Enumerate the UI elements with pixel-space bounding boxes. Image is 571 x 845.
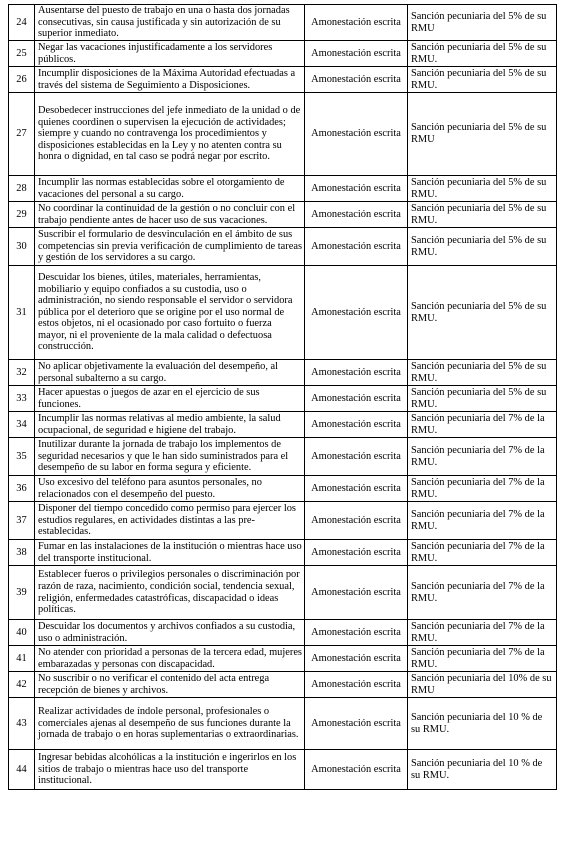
table-row [9,386,557,412]
mild-penalty-cell [305,386,408,412]
table-row [9,620,557,646]
fault-description: Desobedecer instrucciones del jefe inmediato de la unidad o de quienes coordinen o supervisen la ejecución de actividades; siempre y cuando no contravenga los procedimientos y disposiciones establecidas en la Ley y no atenten contra su honra o dignidad, en tal caso se podrá negar por escrito. [38,105,301,163]
monetary-sanction-cell [408,750,557,790]
mild-penalty-cell [305,176,408,202]
mild-penalty-cell [305,266,408,360]
table-row [9,566,557,620]
fault-description: Incumplir las normas relativas al medio ambiente, la salud ocupacional, de seguridad e higiene del trabajo. [38,412,281,436]
fault-description: Establecer fueros o privilegios personales o discriminación por razón de raza, nacimiento, condición social, tendencia sexual, religión, enfermedades catastróficas, discapacidad o ideas políticas. [38,569,300,616]
table-row [9,438,557,476]
row-number-cell [9,41,35,67]
mild-penalty: Amonestación escrita [311,546,401,558]
mild-penalty-cell [305,67,408,93]
mild-penalty-cell [305,566,408,620]
monetary-sanction-cell [408,502,557,540]
mild-penalty-cell [305,672,408,698]
table-row [9,672,557,698]
row-number-cell [9,646,35,672]
monetary-sanction-cell [408,202,557,228]
monetary-sanction: Sanción pecuniaria del 5% de su RMU. [411,202,547,226]
monetary-sanction: Sanción pecuniaria del 5% de su RMU. [411,234,547,258]
mild-penalty-cell [305,476,408,502]
faults-table-body [9,5,557,790]
mild-penalty: Amonestación escrita [311,514,401,526]
monetary-sanction: Sanción pecuniaria del 7% de la RMU. [411,620,545,644]
monetary-sanction: Sanción pecuniaria del 5% de su RMU. [411,360,547,384]
monetary-sanction-cell [408,476,557,502]
fault-description-cell [35,386,305,412]
table-row [9,502,557,540]
mild-penalty-cell [305,412,408,438]
monetary-sanction: Sanción pecuniaria del 5% de su RMU. [411,176,547,200]
fault-description: Negar las vacaciones injustificadamente a los servidores públicos. [38,41,273,65]
monetary-sanction-cell [408,672,557,698]
fault-description-cell [35,672,305,698]
row-number-cell [9,566,35,620]
fault-description-cell [35,360,305,386]
mild-penalty-cell [305,41,408,67]
row-number: 26 [16,73,27,85]
monetary-sanction: Sanción pecuniaria del 5% de su RMU. [411,41,547,65]
fault-description-cell [35,228,305,266]
fault-description-cell [35,176,305,202]
row-number-cell [9,176,35,202]
row-number: 38 [16,546,27,558]
fault-description-cell [35,476,305,502]
fault-description-cell [35,540,305,566]
row-number-cell [9,386,35,412]
row-number: 35 [16,450,27,462]
row-number: 41 [16,652,27,664]
mild-penalty: Amonestación escrita [311,47,401,59]
table-row [9,228,557,266]
faults-table [8,4,557,790]
monetary-sanction: Sanción pecuniaria del 5% de su RMU. [411,67,547,91]
fault-description-cell [35,67,305,93]
fault-description: Descuidar los documentos y archivos confiados a su custodia, uso o administración. [38,620,296,644]
mild-penalty: Amonestación escrita [311,366,401,378]
mild-penalty-cell [305,202,408,228]
monetary-sanction: Sanción pecuniaria del 10% de su RMU [411,672,552,696]
monetary-sanction-cell [408,698,557,750]
row-number: 24 [16,16,27,28]
fault-description: Ausentarse del puesto de trabajo en una o hasta dos jornadas consecutivas, sin causa justificada y sin autorización de su superior inmediato. [38,5,290,40]
monetary-sanction-cell [408,67,557,93]
fault-description: Descuidar los bienes, útiles, materiales, herramientas, mobiliario y equipo confiados a su custodia, uso o administración, no siendo responsable el servidor o servidora pública por el deterioro que se origine por el uso normal de estos objetos, ni el ocasionado por caso fortuito o fuerza mayor, ni el proveniente de la mala calidad o defectuosa construcción. [38,271,293,353]
mild-penalty: Amonestación escrita [311,128,401,140]
mild-penalty-cell [305,438,408,476]
monetary-sanction-cell [408,412,557,438]
row-number-cell [9,540,35,566]
fault-description-cell [35,41,305,67]
monetary-sanction-cell [408,228,557,266]
table-row [9,41,557,67]
row-number-cell [9,698,35,750]
fault-description: Hacer apuestas o juegos de azar en el ejercicio de sus funciones. [38,386,260,410]
mild-penalty-cell [305,228,408,266]
mild-penalty-cell [305,360,408,386]
mild-penalty-cell [305,93,408,176]
fault-description: No coordinar la continuidad de la gestión o no concluir con el trabajo pendiente antes de hacer uso de sus vacaciones. [38,202,296,226]
fault-description-cell [35,5,305,41]
mild-penalty: Amonestación escrita [311,306,401,318]
row-number-cell [9,476,35,502]
fault-description-cell [35,620,305,646]
mild-penalty: Amonestación escrita [311,16,401,28]
monetary-sanction: Sanción pecuniaria del 7% de la RMU. [411,508,545,532]
fault-description: Incumplir disposiciones de la Máxima Autoridad efectuadas a través del sistema de Seguimiento a Disposiciones. [38,67,296,91]
row-number: 30 [16,240,27,252]
fault-description: No suscribir o no verificar el contenido del acta entrega recepción de bienes y archivos. [38,672,270,696]
fault-description-cell [35,566,305,620]
monetary-sanction: Sanción pecuniaria del 5% de su RMU. [411,300,547,324]
row-number: 40 [16,626,27,638]
monetary-sanction-cell [408,646,557,672]
row-number-cell [9,620,35,646]
mild-penalty-cell [305,502,408,540]
monetary-sanction: Sanción pecuniaria del 5% de su RMU. [411,386,547,410]
fault-description: No aplicar objetivamente la evaluación del desempeño, al personal subalterno a su cargo. [38,360,279,384]
fault-description-cell [35,502,305,540]
monetary-sanction: Sanción pecuniaria del 7% de la RMU. [411,476,545,500]
monetary-sanction: Sanción pecuniaria del 7% de la RMU. [411,540,545,564]
mild-penalty: Amonestación escrita [311,678,401,690]
fault-description: Uso excesivo del teléfono para asuntos personales, no relacionados con el desempeño del puesto. [38,476,262,500]
fault-description: Realizar actividades de índole personal, profesionales o comerciales ajenas al desempeño de sus funciones durante la jornada de trabajo o en horas suplementarias o extraordinarias. [38,706,299,741]
mild-penalty: Amonestación escrita [311,717,401,729]
row-number: 36 [16,482,27,494]
fault-description-cell [35,266,305,360]
mild-penalty: Amonestación escrita [311,240,401,252]
mild-penalty: Amonestación escrita [311,482,401,494]
row-number-cell [9,202,35,228]
fault-description-cell [35,412,305,438]
monetary-sanction: Sanción pecuniaria del 7% de la RMU. [411,646,545,670]
row-number: 34 [16,418,27,430]
mild-penalty: Amonestación escrita [311,73,401,85]
monetary-sanction-cell [408,93,557,176]
monetary-sanction: Sanción pecuniaria del 5% de su RMU [411,122,547,145]
fault-description: Fumar en las instalaciones de la institución o mientras hace uso del transporte institucional. [38,540,302,564]
monetary-sanction-cell [408,360,557,386]
fault-description: Ingresar bebidas alcohólicas a la institución e ingerirlos en los sitios de trabajo o mientras hace uso del transporte institucional. [38,752,297,787]
row-number: 29 [16,208,27,220]
table-row [9,67,557,93]
row-number: 42 [16,678,27,690]
fault-description-cell [35,438,305,476]
mild-penalty-cell [305,750,408,790]
monetary-sanction: Sanción pecuniaria del 7% de la RMU. [411,412,545,436]
mild-penalty-cell [305,5,408,41]
row-number: 33 [16,392,27,404]
row-number-cell [9,750,35,790]
row-number-cell [9,228,35,266]
table-row [9,93,557,176]
fault-description-cell [35,202,305,228]
row-number: 27 [16,128,27,140]
monetary-sanction-cell [408,176,557,202]
monetary-sanction: Sanción pecuniaria del 10 % de su RMU. [411,711,543,735]
row-number: 37 [16,514,27,526]
monetary-sanction-cell [408,438,557,476]
row-number: 25 [16,47,27,59]
mild-penalty: Amonestación escrita [311,450,401,462]
fault-description-cell [35,646,305,672]
monetary-sanction-cell [408,620,557,646]
monetary-sanction: Sanción pecuniaria del 5% de su RMU [411,10,547,34]
row-number-cell [9,266,35,360]
table-row [9,202,557,228]
mild-penalty: Amonestación escrita [311,182,401,194]
fault-description-cell [35,750,305,790]
row-number-cell [9,502,35,540]
mild-penalty: Amonestación escrita [311,208,401,220]
mild-penalty: Amonestación escrita [311,418,401,430]
fault-description: Suscribir el formulario de desvinculación en el ámbito de sus competencias sin previa verificación de cumplimiento de tareas y gestión de los servidores a su cargo. [38,229,302,264]
row-number: 32 [16,366,27,378]
row-number: 28 [16,182,27,194]
mild-penalty-cell [305,540,408,566]
monetary-sanction-cell [408,41,557,67]
monetary-sanction-cell [408,386,557,412]
row-number-cell [9,93,35,176]
table-row [9,5,557,41]
row-number-cell [9,412,35,438]
monetary-sanction-cell [408,266,557,360]
monetary-sanction-cell [408,5,557,41]
fault-description-cell [35,93,305,176]
mild-penalty: Amonestación escrita [311,392,401,404]
row-number-cell [9,5,35,41]
row-number: 31 [16,306,27,318]
row-number: 39 [16,586,27,598]
mild-penalty: Amonestación escrita [311,763,401,775]
fault-description: Incumplir las normas establecidas sobre el otorgamiento de vacaciones del personal a su cargo. [38,176,285,200]
mild-penalty: Amonestación escrita [311,586,401,598]
monetary-sanction: Sanción pecuniaria del 7% de la RMU. [411,580,545,604]
mild-penalty-cell [305,620,408,646]
row-number-cell [9,438,35,476]
table-row [9,176,557,202]
mild-penalty-cell [305,698,408,750]
monetary-sanction: Sanción pecuniaria del 7% de la RMU. [411,444,545,468]
row-number-cell [9,360,35,386]
row-number-cell [9,672,35,698]
fault-description-cell [35,698,305,750]
fault-description: Disponer del tiempo concedido como permiso para ejercer los estudios regulares, en actividades distintas a las pre-establecidas. [38,503,296,538]
monetary-sanction-cell [408,540,557,566]
mild-penalty: Amonestación escrita [311,626,401,638]
table-row [9,698,557,750]
mild-penalty-cell [305,646,408,672]
table-row [9,750,557,790]
monetary-sanction: Sanción pecuniaria del 10 % de su RMU. [411,757,543,781]
table-row [9,266,557,360]
table-row [9,646,557,672]
row-number: 43 [16,717,27,729]
mild-penalty: Amonestación escrita [311,652,401,664]
table-row [9,412,557,438]
fault-description: Inutilizar durante la jornada de trabajo los implementos de seguridad necesarios y que le han sido suministrados para el desempeño de su labor en forma segura y eficiente. [38,439,289,474]
row-number: 44 [16,763,27,775]
table-row [9,540,557,566]
row-number-cell [9,67,35,93]
table-row [9,476,557,502]
fault-description: No atender con prioridad a personas de la tercera edad, mujeres embarazadas y personas con discapacidad. [38,646,302,670]
table-row [9,360,557,386]
monetary-sanction-cell [408,566,557,620]
